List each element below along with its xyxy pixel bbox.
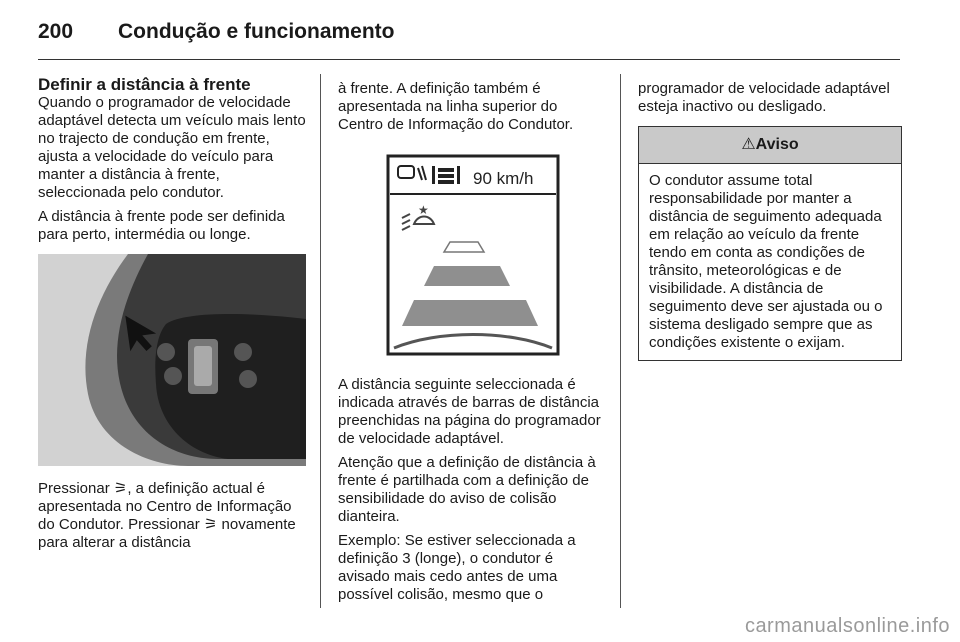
paragraph: Atenção que a definição de distância à frente é partilhada com a definição de sensibilidade do aviso de colisão dianteira. <box>338 454 596 525</box>
steering-wheel-illustration <box>38 254 306 466</box>
warning-triangle-icon: ⚠ <box>741 136 756 153</box>
header-divider <box>38 59 900 60</box>
subsection-heading: Definir a distância à frente <box>38 75 251 94</box>
paragraph: Exemplo: Se estiver seleccionada a definição 3 (longe), o condutor é avisado mais cedo antes de uma possível colisão, mesmo que o <box>338 532 576 603</box>
column-1 <box>38 76 306 558</box>
watermark: carmanualsonline.info <box>744 615 950 637</box>
warning-header <box>639 127 901 164</box>
column-divider <box>320 74 321 608</box>
paragraph: programador de velocidade adaptável esteja inactivo ou desligado. <box>638 80 890 115</box>
steering-wheel-drawing <box>38 254 306 466</box>
page-number: 200 <box>38 20 74 43</box>
svg-text:★: ★ <box>418 203 429 217</box>
column-3 <box>638 80 902 361</box>
warning-text: O condutor assume total responsabilidade por manter a distância de seguimento adequada em relação ao veículo da frente tendo em conta as condições de trânsito, meteorológicas e de visibilidade. A distância de seguimento deve ser ajustada ou o sistema desligado sempre que as condições existente o exijam. <box>649 172 883 351</box>
paragraph: à frente. A definição também é apresentada na linha superior do Centro de Informação do Condutor. <box>338 80 574 133</box>
warning-title: Aviso <box>755 136 799 153</box>
paragraph: Pressionar ⚞, a definição actual é apresentada no Centro de Informação do Condutor. Pressionar ⚞ novamente para alterar a distância <box>38 480 296 551</box>
dic-speed-readout: 90 km/h <box>473 169 534 188</box>
follow-distance-icon: ⚞ <box>203 516 218 533</box>
paragraph: A distância seguinte seleccionada é indicada através de barras de distância preenchidas na página do programador de velocidade adaptável. <box>338 376 601 447</box>
follow-distance-icon: ⚞ <box>113 480 128 497</box>
column-divider <box>620 74 621 608</box>
dic-display-drawing <box>338 150 602 362</box>
paragraph: Quando o programador de velocidade adaptável detecta um veículo mais lento no trajecto de condução em frente, ajusta a velocidade do veículo para manter a distância à frente, seleccionada pelo condutor. <box>38 94 306 201</box>
section-title: Condução e funcionamento <box>118 20 395 43</box>
column-2 <box>338 80 606 610</box>
driver-info-centre-illustration <box>338 150 602 362</box>
warning-box <box>638 126 902 361</box>
warning-body <box>639 164 901 360</box>
paragraph: A distância à frente pode ser definida para perto, intermédia ou longe. <box>38 208 285 243</box>
page-header <box>38 20 900 60</box>
